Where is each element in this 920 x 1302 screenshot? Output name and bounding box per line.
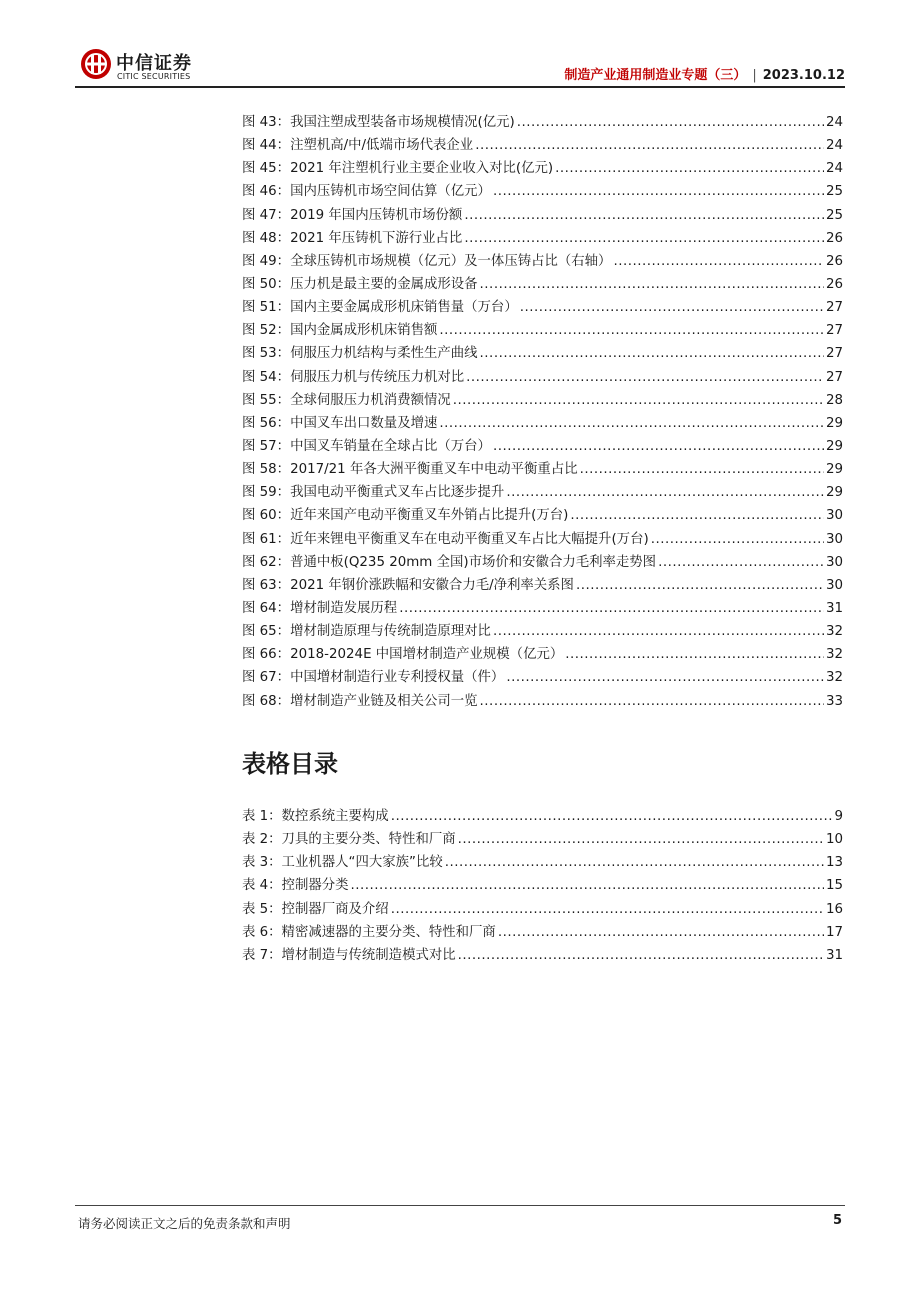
figure-toc-entry-title: 图 67：中国增材制造行业专利授权量（件）	[242, 670, 505, 686]
header-info	[564, 64, 845, 83]
figure-toc-entry[interactable]	[242, 342, 843, 365]
table-toc-entry[interactable]	[242, 874, 843, 897]
dot-leader	[475, 134, 824, 157]
figure-toc-entry[interactable]	[242, 273, 843, 296]
figure-toc-entry[interactable]	[242, 643, 843, 666]
table-toc-entry-page: 9	[834, 809, 843, 824]
figure-toc-entry-title: 图 64：增材制造发展历程	[242, 600, 398, 616]
figure-toc-entry-title: 图 45：2021 年注塑机行业主要企业收入对比(亿元)	[242, 161, 554, 177]
dot-leader	[493, 435, 824, 458]
figure-toc-entry-page: 33	[825, 693, 843, 709]
figure-toc-entry-title: 图 61：近年来锂电平衡重叉车在电动平衡重叉车占比大幅提升(万台)	[242, 531, 649, 547]
dot-leader	[480, 273, 824, 296]
dot-leader	[453, 389, 824, 412]
dot-leader	[658, 551, 824, 574]
table-toc-entry-page: 31	[825, 947, 843, 963]
figure-toc-entry-title: 图 54：伺服压力机与传统压力机对比	[242, 369, 465, 385]
table-toc-entry-title: 表 2：刀具的主要分类、特性和厂商	[242, 832, 456, 848]
figure-toc-entry-page: 30	[825, 531, 843, 547]
figure-toc-entry-page: 24	[825, 115, 843, 130]
dot-leader	[399, 597, 824, 620]
dot-leader	[613, 250, 824, 273]
dot-leader	[493, 180, 824, 203]
dot-leader	[565, 643, 824, 666]
figure-toc-entry-title: 图 55：全球伺服压力机消费额情况	[242, 392, 451, 408]
figure-toc-entry-page: 30	[825, 577, 843, 593]
figure-toc-entry-title: 图 66：2018-2024E 中国增材制造产业规模（亿元）	[242, 647, 564, 663]
table-toc-entry-title: 表 5：控制器厂商及介绍	[242, 901, 389, 917]
figure-toc-entry-page: 32	[825, 670, 843, 686]
figure-toc-entry-page: 26	[825, 230, 843, 246]
report-title: 制造产业通用制造业专题（三）	[564, 68, 747, 83]
table-toc-entry[interactable]	[242, 898, 843, 921]
figure-toc-entry-page: 25	[825, 207, 843, 223]
table-toc-entry-page: 16	[825, 901, 843, 917]
figure-toc-entry-page: 27	[825, 369, 843, 385]
figure-toc-entry-page: 32	[825, 624, 843, 640]
figure-toc-entry-page: 29	[825, 415, 843, 431]
figure-toc-entry-page: 25	[825, 184, 843, 200]
logo-text-cn: 中信证券	[116, 53, 192, 74]
table-toc-entry-page: 10	[825, 832, 843, 848]
footer-divider	[75, 1205, 845, 1206]
dot-leader	[517, 111, 824, 134]
figure-toc-entry-title: 图 43：我国注塑成型装备市场规模情况(亿元)	[242, 115, 515, 130]
table-toc-entry-page: 13	[825, 855, 843, 871]
figure-toc-entry-title: 图 58：2017/21 年各大洲平衡重叉车中电动平衡重占比	[242, 462, 578, 478]
figure-toc-entry-title: 图 68：增材制造产业链及相关公司一览	[242, 693, 478, 709]
tables-heading: 表格目录	[242, 750, 338, 778]
figure-toc-entry-page: 27	[825, 346, 843, 362]
figure-toc-entry-page: 24	[825, 161, 843, 177]
figure-toc-entry[interactable]	[242, 227, 843, 250]
page-header	[0, 0, 920, 90]
figure-toc-entry-title: 图 48：2021 年压铸机下游行业占比	[242, 230, 463, 246]
dot-leader	[520, 296, 824, 319]
figure-toc-entry-title: 图 65：增材制造原理与传统制造原理对比	[242, 624, 491, 640]
footer-disclaimer: 请务必阅读正文之后的免责条款和声明	[78, 1216, 291, 1231]
figure-toc-entry-page: 29	[825, 485, 843, 501]
dot-leader	[506, 481, 824, 504]
figure-toc-entry[interactable]	[242, 481, 843, 504]
dot-leader	[391, 898, 824, 921]
figure-toc-entry-page: 31	[825, 600, 843, 616]
dot-leader	[506, 666, 824, 689]
figure-toc-entry[interactable]	[242, 458, 843, 481]
figure-toc-entry-page: 24	[825, 138, 843, 154]
dot-leader	[480, 690, 824, 713]
dot-leader	[576, 574, 824, 597]
table-toc-entry[interactable]	[242, 921, 843, 944]
dot-leader	[391, 805, 833, 828]
dot-leader	[466, 366, 824, 389]
figure-toc-entry-title: 图 63：2021 年钢价涨跌幅和安徽合力毛/净利率关系图	[242, 577, 574, 593]
citic-logo-icon	[80, 48, 112, 80]
table-toc-entry-title: 表 7：增材制造与传统制造模式对比	[242, 947, 456, 963]
figure-list	[242, 111, 843, 713]
figure-toc-entry-page: 32	[825, 647, 843, 663]
table-toc-entry-title: 表 3：工业机器人“四大家族”比较	[242, 855, 443, 871]
page-number: 5	[832, 1213, 842, 1228]
dot-leader	[651, 528, 824, 551]
report-date: 2023.10.12	[762, 68, 845, 83]
table-toc-entry-page: 17	[825, 924, 843, 940]
figure-toc-entry-title: 图 50：压力机是最主要的金属成形设备	[242, 276, 478, 292]
table-list	[242, 805, 843, 967]
table-toc-entry[interactable]	[242, 805, 843, 828]
figure-toc-entry-title: 图 62：普通中板(Q235 20mm 全国)市场价和安徽合力毛利率走势图	[242, 554, 657, 570]
figure-toc-entry-page: 28	[825, 392, 843, 408]
dot-leader	[351, 874, 824, 897]
figure-toc-entry[interactable]	[242, 504, 843, 527]
figure-toc-entry[interactable]	[242, 690, 843, 713]
figure-toc-entry-page: 27	[825, 300, 843, 316]
figure-toc-entry-title: 图 49：全球压铸机市场规模（亿元）及一体压铸占比（右轴）	[242, 253, 612, 269]
figure-toc-entry[interactable]	[242, 366, 843, 389]
figure-toc-entry-page: 27	[825, 323, 843, 339]
figure-toc-entry-page: 26	[825, 253, 843, 269]
figure-toc-entry[interactable]	[242, 157, 843, 180]
figure-toc-entry[interactable]	[242, 551, 843, 574]
figure-toc-entry[interactable]	[242, 296, 843, 319]
figure-toc-entry[interactable]	[242, 319, 843, 342]
dot-leader	[458, 944, 824, 967]
figure-toc-entry[interactable]	[242, 389, 843, 412]
figure-toc-entry-title: 图 47：2019 年国内压铸机市场份额	[242, 207, 463, 223]
dot-leader	[464, 204, 824, 227]
figure-toc-entry[interactable]	[242, 250, 843, 273]
figure-toc-entry-title: 图 57：中国叉车销量在全球占比（万台）	[242, 438, 491, 454]
dot-leader	[480, 342, 824, 365]
figure-toc-entry-title: 图 44：注塑机高/中/低端市场代表企业	[242, 138, 474, 154]
table-toc-entry[interactable]	[242, 851, 843, 874]
logo-text-en: CITIC SECURITIES	[117, 72, 191, 81]
dot-leader	[498, 921, 824, 944]
figure-toc-entry-page: 30	[825, 508, 843, 524]
figure-toc-entry[interactable]	[242, 574, 843, 597]
table-toc-entry[interactable]	[242, 828, 843, 851]
figure-toc-entry[interactable]	[242, 435, 843, 458]
figure-toc-entry-title: 图 51：国内主要金属成形机床销售量（万台）	[242, 300, 518, 316]
figure-toc-entry[interactable]	[242, 597, 843, 620]
dot-leader	[555, 157, 824, 180]
figure-toc-entry[interactable]	[242, 134, 843, 157]
dot-leader	[439, 412, 824, 435]
figure-toc-entry-page: 26	[825, 276, 843, 292]
figure-toc-entry-title: 图 52：国内金属成形机床销售额	[242, 323, 438, 339]
figure-toc-entry-page: 29	[825, 438, 843, 454]
dot-leader	[439, 319, 824, 342]
dot-leader	[445, 851, 824, 874]
table-toc-entry[interactable]	[242, 944, 843, 967]
dot-leader	[493, 620, 824, 643]
figure-toc-entry-title: 图 53：伺服压力机结构与柔性生产曲线	[242, 346, 478, 362]
dot-leader	[580, 458, 824, 481]
figure-toc-entry-page: 30	[825, 554, 843, 570]
dot-leader	[464, 227, 824, 250]
table-toc-entry-title: 表 4：控制器分类	[242, 878, 349, 894]
figure-toc-entry[interactable]	[242, 412, 843, 435]
dot-leader	[458, 828, 824, 851]
table-toc-entry-page: 15	[825, 878, 843, 894]
figure-toc-entry[interactable]	[242, 666, 843, 689]
header-separator: |	[752, 68, 757, 83]
table-toc-entry-title: 表 1：数控系统主要构成	[242, 809, 389, 824]
figure-toc-entry[interactable]	[242, 111, 843, 134]
figure-toc-entry[interactable]	[242, 620, 843, 643]
figure-toc-entry[interactable]	[242, 528, 843, 551]
header-divider	[75, 86, 845, 88]
table-toc-entry-title: 表 6：精密减速器的主要分类、特性和厂商	[242, 924, 496, 940]
figure-toc-entry-title: 图 59：我国电动平衡重式叉车占比逐步提升	[242, 485, 505, 501]
figure-toc-entry[interactable]	[242, 204, 843, 227]
figure-toc-entry-page: 29	[825, 462, 843, 478]
figure-toc-entry[interactable]	[242, 180, 843, 203]
dot-leader	[570, 504, 824, 527]
figure-toc-entry-title: 图 56：中国叉车出口数量及增速	[242, 415, 438, 431]
figure-toc-entry-title: 图 60：近年来国产电动平衡重叉车外销占比提升(万台)	[242, 508, 569, 524]
figure-toc-entry-title: 图 46：国内压铸机市场空间估算（亿元）	[242, 184, 491, 200]
